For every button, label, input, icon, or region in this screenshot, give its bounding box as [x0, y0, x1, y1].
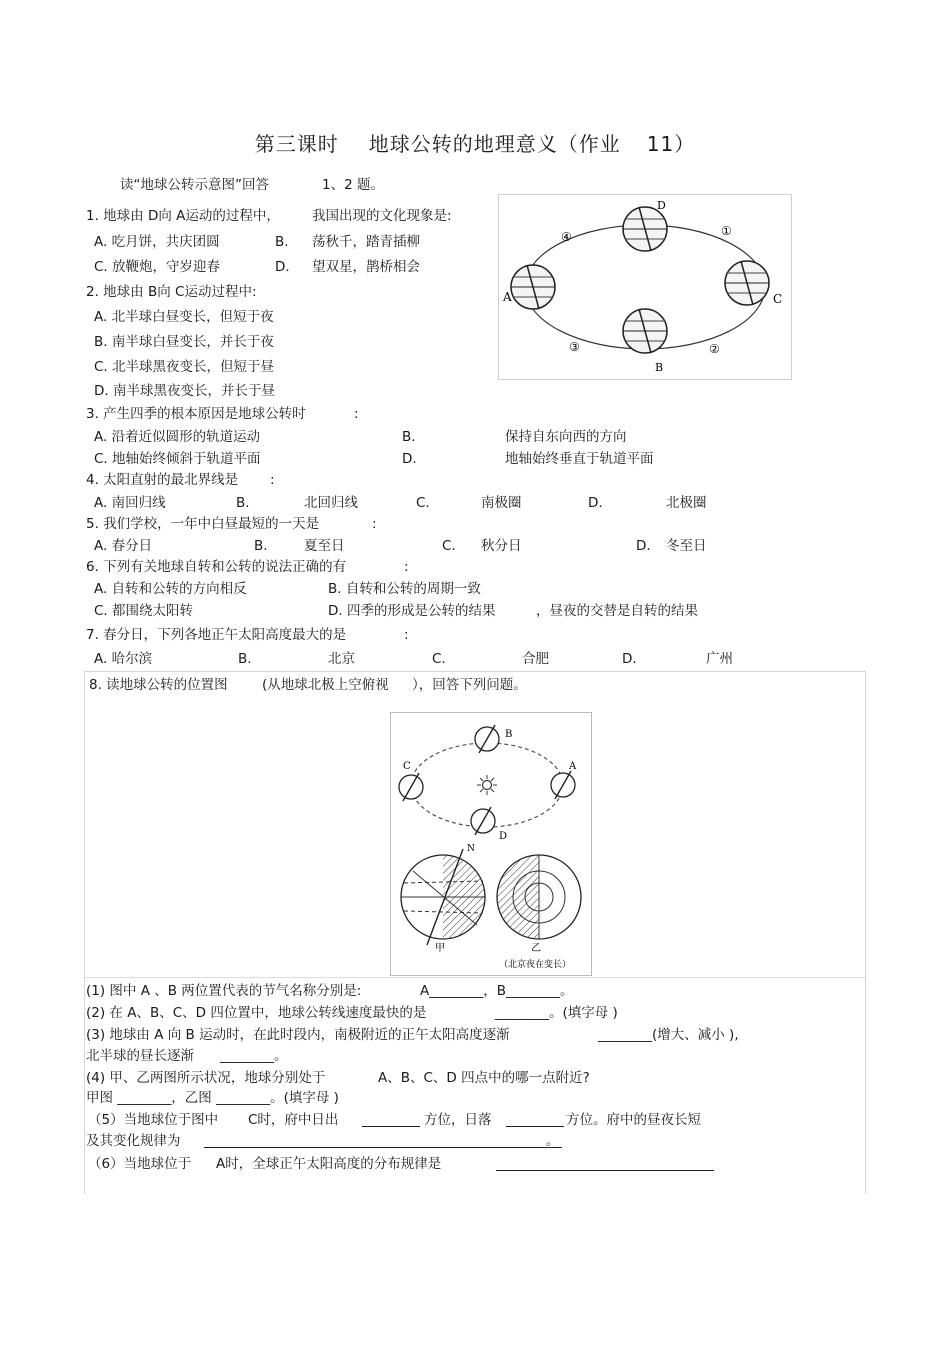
- fig2-label-d: D: [499, 831, 508, 842]
- q3-option-d-text: 地轴始终垂直于轨道平面: [505, 451, 654, 467]
- q8-s5-rule-blank[interactable]: [204, 1147, 562, 1148]
- fig1-label-d: D: [657, 199, 666, 212]
- fig2-caption: （北京夜在变长）: [499, 960, 572, 970]
- earth-a: [551, 771, 575, 799]
- q4-option-a[interactable]: A. 南回归线: [94, 495, 166, 511]
- earth-c: [725, 261, 769, 305]
- fig2-label-a: A: [569, 761, 577, 772]
- q8-s5-sunrise-blank[interactable]: [362, 1126, 420, 1127]
- q3-option-c[interactable]: C. 地轴始终倾斜于轨道平面: [94, 451, 261, 467]
- fig1-label-3: ③: [569, 340, 580, 354]
- q6-option-d-cont: ，昼夜的交替是自转的结果: [536, 603, 698, 619]
- q4-option-d[interactable]: D.: [588, 495, 603, 511]
- q7-option-b[interactable]: B.: [238, 651, 252, 667]
- q5-colon: :: [372, 516, 377, 532]
- orbit-figure-2: [390, 712, 592, 976]
- q8-s3-a: (3) 地球由 A 向 B 运动时，在此时段内，南极附近的正午太阳高度逐渐: [86, 1027, 510, 1043]
- title-part2: 地球公转的地理意义（作业: [368, 132, 621, 156]
- orbit-diagram-1: [499, 195, 791, 379]
- q1-option-c[interactable]: C. 放鞭炮，守岁迎春: [94, 259, 221, 275]
- page-title: [0, 128, 950, 157]
- q8-s5-d: 方位。府中的昼夜长短: [566, 1112, 701, 1128]
- q4-option-d-text: 北极圈: [666, 495, 707, 511]
- q8-s6-blank[interactable]: [496, 1170, 714, 1171]
- q1-option-d-text: 望双星，鹊桥相会: [312, 259, 420, 275]
- diagram-jia: [401, 849, 485, 945]
- q2-option-c[interactable]: C. 北半球黑夜变长，但短于昼: [94, 359, 275, 375]
- fig1-label-b: B: [655, 361, 664, 374]
- q8-s3-blank-2[interactable]: ________。: [220, 1048, 288, 1064]
- q8-s4-a: (4) 甲、乙两图所示状况，地球分别处于: [86, 1070, 326, 1086]
- q3-stem: 3. 产生四季的根本原因是地球公转时: [86, 406, 306, 422]
- earth-d: [623, 207, 667, 251]
- intro-nums: 1、2 题。: [322, 177, 384, 193]
- q7-option-d-text: 广州: [706, 651, 733, 667]
- fig2-label-n: N: [467, 844, 475, 854]
- q8-s5-b: C时，府中日出: [248, 1112, 339, 1128]
- q8-s5-f: 。: [546, 1133, 560, 1149]
- q5-option-c[interactable]: C.: [442, 538, 456, 554]
- q8-divider: [84, 977, 865, 978]
- fig2-label-jia: 甲: [435, 943, 445, 954]
- q8-s4-blank[interactable]: 甲图 ________，乙图 ________。(填字母 ): [86, 1090, 339, 1106]
- q8-s5-sunset-blank[interactable]: [506, 1126, 564, 1127]
- q3-option-a[interactable]: A. 沿着近似圆形的轨道运动: [94, 429, 261, 445]
- fig1-label-2: ②: [709, 342, 720, 356]
- q8-s1-blank[interactable]: A________，B________。: [420, 983, 574, 999]
- q5-option-d[interactable]: D.: [636, 538, 651, 554]
- q6-stem: 6. 下列有关地球自转和公转的说法正确的有: [86, 559, 347, 575]
- q8-s6-a: （6）当地球位于: [88, 1156, 192, 1172]
- q5-stem: 5. 我们学校，一年中白昼最短的一天是: [86, 516, 320, 532]
- q5-option-a[interactable]: A. 春分日: [94, 538, 153, 554]
- q3-option-b[interactable]: B.: [402, 429, 416, 445]
- q7-stem: 7. 春分日，下列各地正午太阳高度最大的是: [86, 627, 347, 643]
- fig1-label-1: ①: [721, 224, 732, 238]
- q3-option-d[interactable]: D.: [402, 451, 417, 467]
- q8-s1-a: (1) 图中 A 、B 两位置代表的节气名称分别是:: [86, 983, 362, 999]
- q8-stem-b: (从地球北极上空俯视: [262, 677, 389, 693]
- orbit-figure-1: [498, 194, 792, 380]
- title-part1: 第三课时: [254, 132, 339, 156]
- earth-a: [511, 265, 555, 309]
- q5-option-d-text: 冬至日: [666, 538, 707, 554]
- title-part3: 11）: [646, 132, 696, 156]
- fig1-label-c: C: [773, 292, 783, 306]
- q8-stem-a: 8. 读地球公转的位置图: [89, 677, 228, 693]
- q8-s5-e: 及其变化规律为: [86, 1133, 181, 1149]
- fig2-label-yi: 乙: [531, 943, 541, 954]
- q4-option-c-text: 南极圈: [481, 495, 522, 511]
- q2-option-a[interactable]: A. 北半球白昼变长，但短于夜: [94, 309, 274, 325]
- earth-b: [475, 725, 499, 753]
- q7-colon: :: [404, 627, 409, 643]
- q4-option-c[interactable]: C.: [416, 495, 430, 511]
- q8-s3-blank[interactable]: ________(增大、减小 ),: [598, 1027, 739, 1043]
- diagram-yi: [497, 855, 581, 939]
- q1-option-a[interactable]: A. 吃月饼，共庆团圆: [94, 234, 220, 250]
- q8-s3-c: 北半球的昼长逐渐: [86, 1048, 194, 1064]
- intro-text: 读“地球公转示意图”回答: [120, 177, 269, 193]
- q7-option-c-text: 合肥: [522, 651, 549, 667]
- q7-option-c[interactable]: C.: [432, 651, 446, 667]
- q8-s6-b: A时，全球正午太阳高度的分布规律是: [216, 1156, 442, 1172]
- q6-option-b[interactable]: B. 自转和公转的周期一致: [328, 581, 481, 597]
- q5-option-b[interactable]: B.: [254, 538, 268, 554]
- earth-c: [399, 773, 423, 801]
- q4-stem: 4. 太阳直射的最北界线是: [86, 472, 239, 488]
- fig1-label-a: A: [503, 290, 512, 304]
- q6-option-c[interactable]: C. 都围绕太阳转: [94, 603, 194, 619]
- q8-s5-c: 方位，日落: [424, 1112, 492, 1128]
- q4-colon: :: [270, 472, 275, 488]
- q6-colon: :: [404, 559, 409, 575]
- q3-colon: :: [354, 406, 359, 422]
- sun-icon: [477, 775, 497, 795]
- q6-option-a[interactable]: A. 自转和公转的方向相反: [94, 581, 247, 597]
- fig2-label-b: B: [505, 729, 513, 740]
- q8-s4-b: A、B、C、D 四点中的哪一点附近?: [378, 1070, 590, 1086]
- fig2-label-c: C: [403, 761, 411, 772]
- fig1-label-4: ④: [561, 230, 572, 244]
- orbit-diagram-2: [391, 713, 591, 975]
- q4-option-b-text: 北回归线: [304, 495, 358, 511]
- q4-option-b[interactable]: B.: [236, 495, 250, 511]
- q7-option-d[interactable]: D.: [622, 651, 637, 667]
- q1-stem-a: 1. 地球由 D向 A运动的过程中，: [86, 208, 280, 224]
- q1-option-b[interactable]: B.: [275, 234, 289, 250]
- q5-option-c-text: 秋分日: [481, 538, 522, 554]
- earth-b: [623, 309, 667, 353]
- q8-stem-c: ），回答下列问题。: [412, 677, 527, 693]
- q8-s5-a: （5）当地球位于图中: [88, 1112, 219, 1128]
- q1-option-d[interactable]: D.: [275, 259, 290, 275]
- q5-option-b-text: 夏至日: [304, 538, 345, 554]
- q2-option-d[interactable]: D. 南半球黑夜变长，并长于昼: [94, 383, 275, 399]
- q1-option-b-text: 荡秋千，踏青插柳: [312, 234, 420, 250]
- q2-option-b[interactable]: B. 南半球白昼变长，并长于夜: [94, 334, 274, 350]
- q2-stem: 2. 地球由 B向 C运动过程中:: [86, 284, 257, 300]
- q7-option-b-text: 北京: [328, 651, 355, 667]
- earth-d: [471, 807, 495, 835]
- q8-s2-blank[interactable]: ________。(填字母 ): [495, 1005, 618, 1021]
- q1-stem-b: 我国出现的文化现象是:: [312, 208, 452, 224]
- q3-option-b-text: 保持自东向西的方向: [505, 429, 627, 445]
- q8-s2-a: (2) 在 A、B、C、D 四位置中，地球公转线速度最快的是: [86, 1005, 427, 1021]
- q6-option-d[interactable]: D. 四季的形成是公转的结果: [328, 603, 496, 619]
- q7-option-a[interactable]: A. 哈尔滨: [94, 651, 153, 667]
